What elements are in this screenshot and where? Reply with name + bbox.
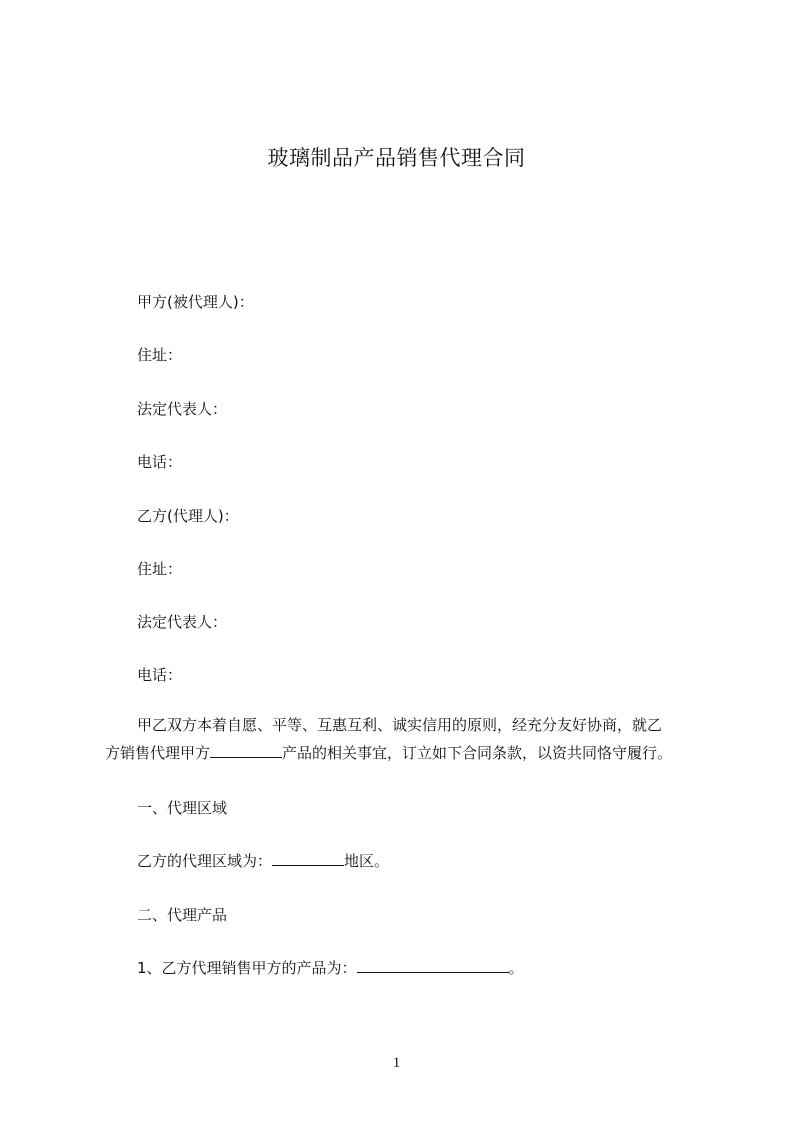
preamble-line-1: 甲乙双方本着自愿、平等、互惠互利、诚实信用的原则，经充分友好协商，就乙 [137, 716, 663, 734]
section-1-text [137, 851, 389, 871]
party-b-label: 乙方(代理人)： [137, 507, 239, 525]
section-1-heading: 一、代理区域 [137, 799, 228, 817]
document-title: 玻璃制品产品销售代理合同 [267, 146, 526, 170]
party-b-representative-label: 法定代表人： [137, 613, 228, 631]
region-text-after-blank: 地区。 [344, 852, 390, 870]
product-item-text-before-blank: 1、乙方代理销售甲方的产品为： [137, 959, 357, 977]
region-text-before-blank: 乙方的代理区域为： [137, 852, 273, 870]
section-2-heading: 二、代理产品 [137, 906, 228, 924]
party-b-phone-label: 电话： [137, 666, 183, 684]
party-b-address-label: 住址： [137, 560, 183, 578]
product-blank-line [210, 743, 282, 758]
region-blank-line [272, 851, 344, 866]
section-2-item-1 [137, 958, 524, 978]
preamble-text-before-blank: 方销售代理甲方 [105, 744, 211, 762]
party-a-label: 甲方(被代理人)： [137, 293, 254, 311]
product-item-text-after-blank: 。 [508, 959, 524, 977]
page-number: 1 [392, 1055, 401, 1071]
preamble-text-after-blank: 产品的相关事宜，订立如下合同条款，以资共同恪守履行。 [282, 744, 673, 762]
party-a-address-label: 住址： [137, 346, 183, 364]
product-item-blank-line [357, 958, 509, 973]
preamble-line-2 [105, 743, 672, 763]
party-a-phone-label: 电话： [137, 453, 183, 471]
party-a-representative-label: 法定代表人： [137, 400, 228, 418]
